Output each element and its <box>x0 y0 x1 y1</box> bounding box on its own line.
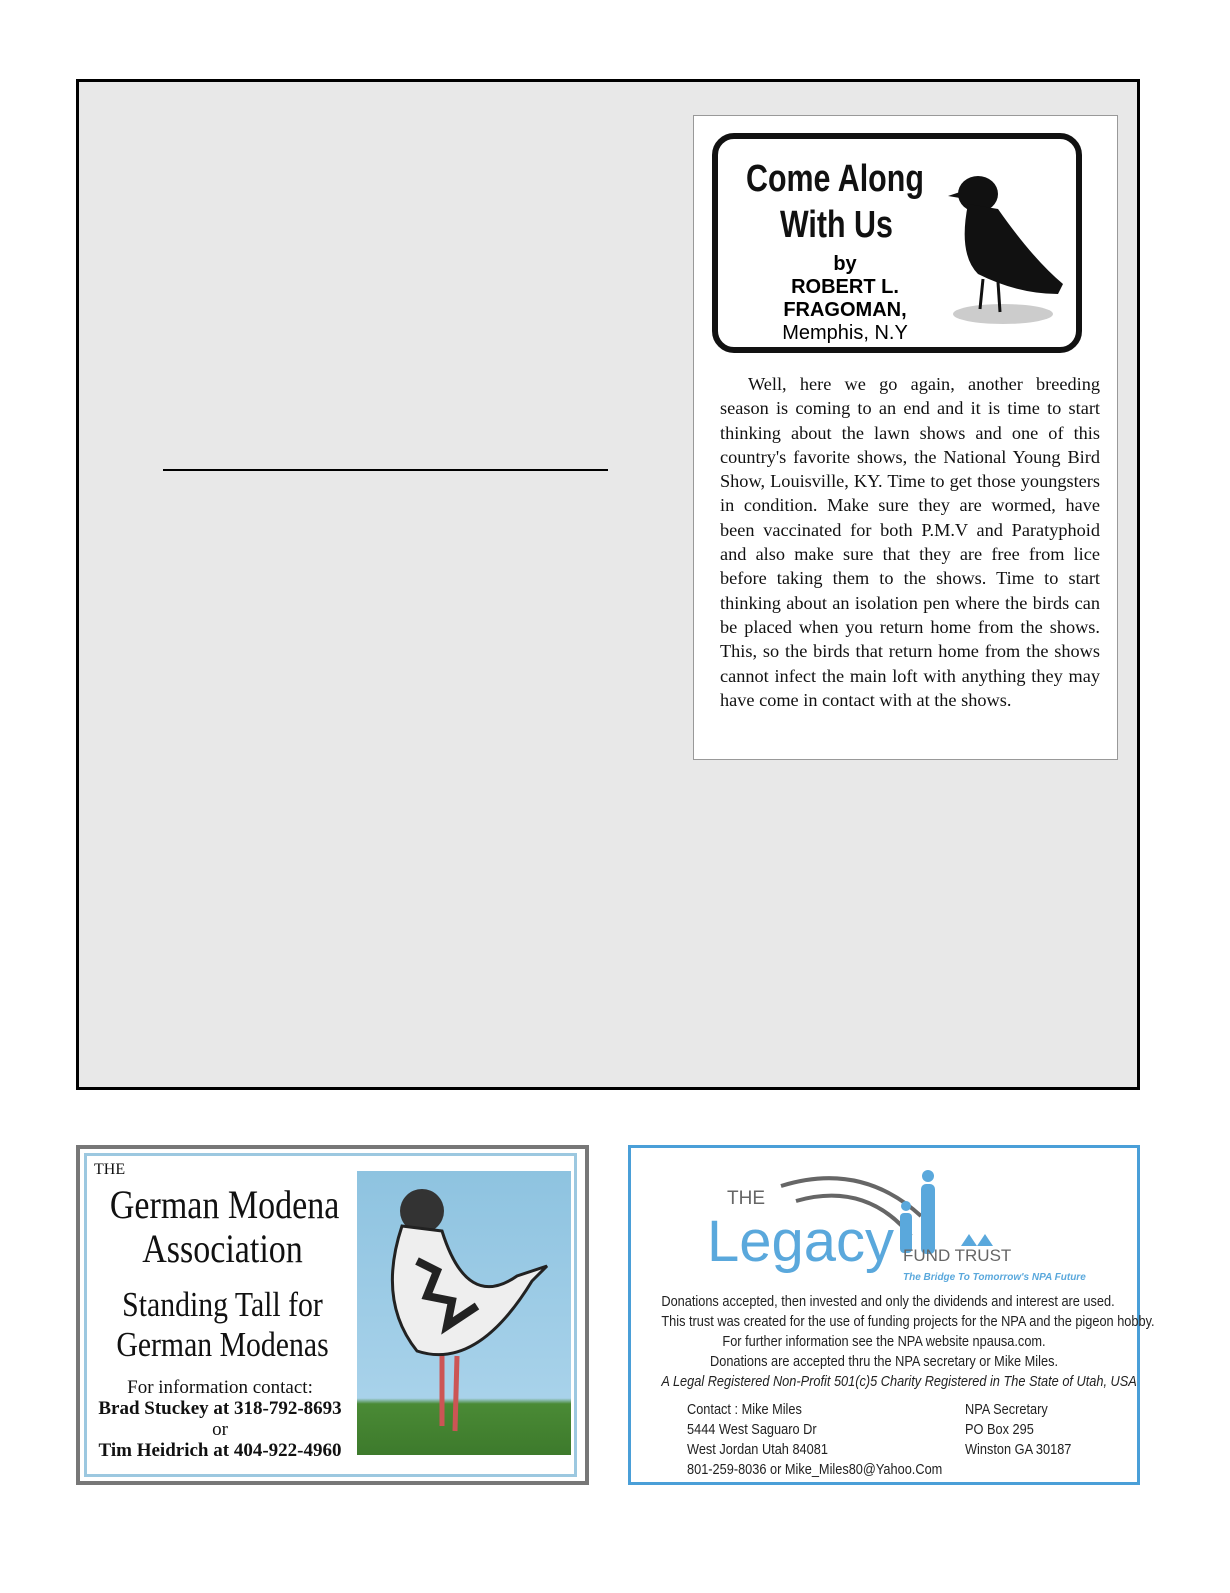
author-line1: ROBERT L. <box>791 276 899 298</box>
pigeon-icon <box>938 164 1073 334</box>
column-paragraph: Well, here we go again, another breeding season is coming to an end and it is time to start thinking about the lawn shows and one of this country's favorite shows, the National Young Bird Show, Louisville, KY. Time to get those youngsters in condition. Make sure they are wormed, have been vaccinated for both P.M.V and Paratyphoid and also make sure that they are free from lice before taking them to the shows. Time to start thinking about an isolation pen where the birds can be placed when you return home from the shows. This, so the birds that return home from the shows cannot infect the main loft with anything they may have come in contact with at the shows. <box>720 374 1100 710</box>
info-label: For information contact: <box>127 1377 313 1398</box>
column-clipping <box>693 115 1118 760</box>
contact-left-line: Contact : Mike Miles <box>687 1402 802 1418</box>
legacy-logo-text: Legacy <box>707 1209 895 1274</box>
contact-left-line: 5444 West Saguaro Dr <box>687 1422 817 1438</box>
german-modena-ad <box>76 1145 589 1485</box>
slogan-line2: German Modenas <box>116 1325 329 1364</box>
association-name-line2: Association <box>142 1226 303 1271</box>
contact-right-line: NPA Secretary <box>965 1402 1048 1418</box>
contact-tim: Tim Heidrich at 404-922-4960 <box>98 1440 342 1461</box>
contact-email[interactable]: 801-259-8036 or Mike_Miles80@Yahoo.Com <box>687 1462 943 1478</box>
column-title-line2: With Us <box>780 204 893 246</box>
contact-right-line: PO Box 295 <box>965 1422 1034 1438</box>
pigeon-photo <box>357 1171 571 1455</box>
column-body <box>720 372 1100 712</box>
author-location: Memphis, N.Y <box>782 322 908 344</box>
info-line: This trust was created for the use of funding projects for the NPA and the pigeon hobby. <box>661 1314 1155 1330</box>
legacy-the: THE <box>727 1188 765 1209</box>
contact-brad: Brad Stuckey at 318-792-8693 <box>98 1398 342 1419</box>
or-label: or <box>212 1419 228 1440</box>
contact-left-line: West Jordan Utah 84081 <box>687 1442 828 1458</box>
column-header-box <box>712 133 1082 353</box>
author-line2: FRAGOMAN, <box>783 299 907 321</box>
slogan-line1: Standing Tall for <box>122 1285 323 1324</box>
ad-the: THE <box>94 1161 126 1178</box>
fund-trust-label: FUND TRUST <box>903 1246 1012 1265</box>
association-name-line1: German Modena <box>109 1182 340 1227</box>
byline: by <box>833 253 857 275</box>
legacy-tagline: The Bridge To Tomorrow's NPA Future <box>903 1272 1086 1283</box>
info-line: Donations accepted, then invested and only the dividends and interest are used. <box>661 1294 1115 1310</box>
contact-right-line: Winston GA 30187 <box>965 1442 1072 1458</box>
horizontal-rule <box>163 469 608 471</box>
info-line: For further information see the NPA website npausa.com. <box>722 1334 1046 1350</box>
info-line: Donations are accepted thru the NPA secretary or Mike Miles. <box>710 1354 1058 1370</box>
legal-line: A Legal Registered Non-Profit 501(c)5 Charity Registered in The State of Utah, USA <box>661 1374 1137 1390</box>
legacy-fund-ad <box>628 1145 1155 1485</box>
column-title-line1: Come Along <box>746 158 924 200</box>
